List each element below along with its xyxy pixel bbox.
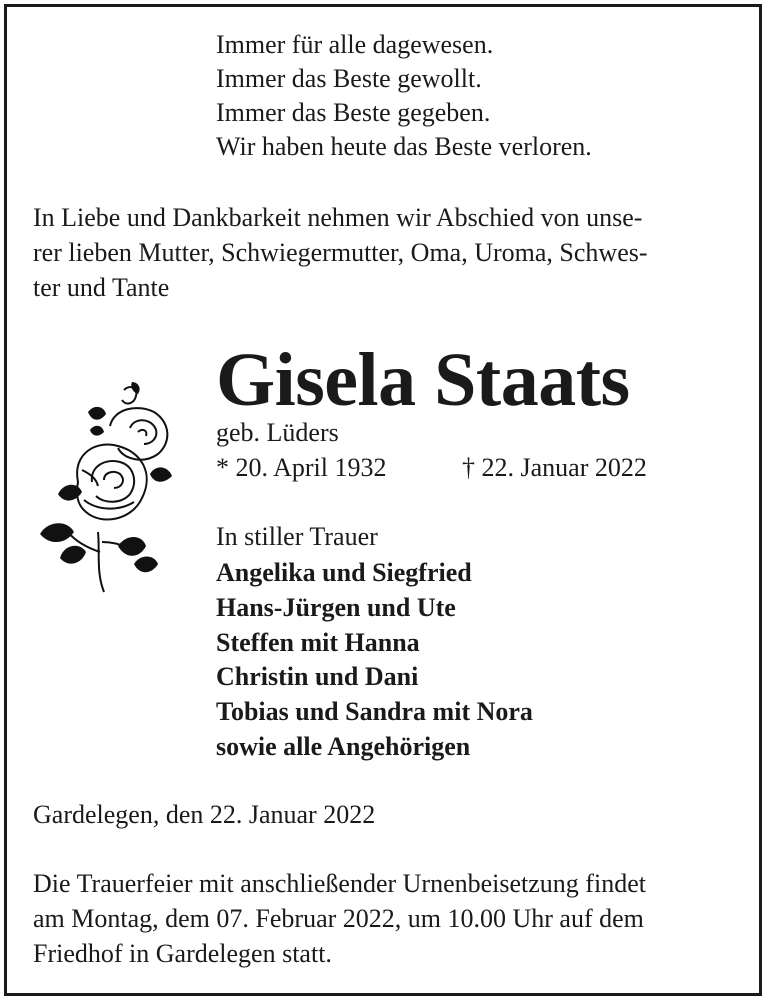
mourner-2: Hans-Jürgen und Ute xyxy=(216,593,456,622)
ceremony-line-2: am Montag, dem 07. Februar 2022, um 10.00 Uhr auf dem xyxy=(33,904,644,933)
death-date: † 22. Januar 2022 xyxy=(462,453,647,482)
birth-date: * 20. April 1932 xyxy=(216,453,387,482)
deceased-name: Gisela Staats xyxy=(216,338,630,422)
ceremony-line-3: Friedhof in Gardelegen statt. xyxy=(33,939,332,968)
poem-line-2: Immer das Beste gewollt. xyxy=(216,64,482,93)
rose-icon xyxy=(38,382,188,594)
ceremony-line-1: Die Trauerfeier mit anschließender Urnenbeisetzung findet xyxy=(33,869,646,898)
mourner-5: Tobias und Sandra mit Nora xyxy=(216,697,533,726)
poem-line-3: Immer das Beste gegeben. xyxy=(216,98,491,127)
mourner-3: Steffen mit Hanna xyxy=(216,628,420,657)
poem-line-1: Immer für alle dagewesen. xyxy=(216,30,494,59)
place-date: Gardelegen, den 22. Januar 2022 xyxy=(33,800,376,829)
mourner-6: sowie alle Angehörigen xyxy=(216,732,471,761)
mourner-4: Christin und Dani xyxy=(216,662,419,691)
mourner-1: Angelika und Siegfried xyxy=(216,558,472,587)
intro-line-2: rer lieben Mutter, Schwiegermutter, Oma, Uroma, Schwes- xyxy=(33,238,648,267)
intro-line-3: ter und Tante xyxy=(33,273,170,302)
poem-line-4: Wir haben heute das Beste verloren. xyxy=(216,132,592,161)
intro-line-1: In Liebe und Dankbarkeit nehmen wir Abschied von unse- xyxy=(33,203,643,232)
maiden-name: geb. Lüders xyxy=(216,418,339,447)
mourning-intro: In stiller Trauer xyxy=(216,522,378,551)
